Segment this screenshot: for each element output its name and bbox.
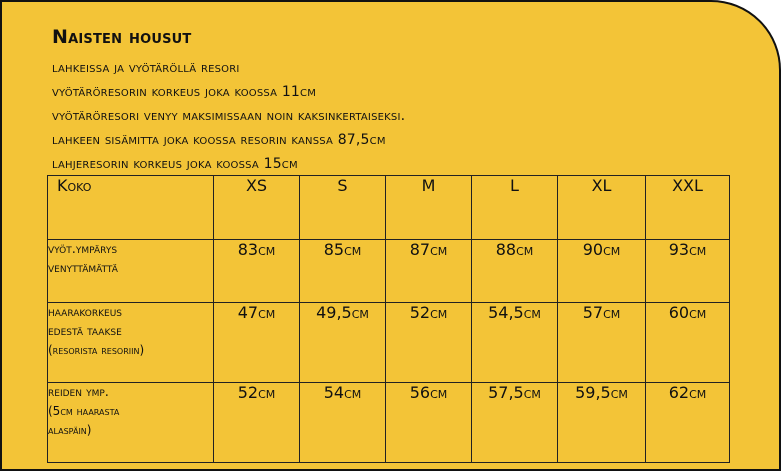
row-label-line: haarakorkeus — [48, 305, 123, 320]
table-cell: 54cm — [300, 383, 386, 463]
table-cell: 57,5cm — [472, 383, 558, 463]
table-cell: 60cm — [646, 303, 730, 383]
table-cell: 57cm — [558, 303, 646, 383]
table-row — [48, 303, 730, 383]
info-line: lahjeresorin korkeus joka koossa 15cm — [52, 156, 298, 172]
row-label-note: alaspäin) — [48, 423, 92, 437]
info-line: lahkeen sisämitta joka koossa resorin kanssa 87,5cm — [52, 132, 386, 148]
table-cell: 83cm — [214, 240, 300, 303]
row-label-note: (resorista resoriin) — [48, 343, 145, 357]
info-line: vyötäröresorin korkeus joka koossa 11cm — [52, 84, 317, 100]
size-header-m: M — [386, 176, 472, 240]
table-header-row — [48, 176, 730, 240]
row-label-waist — [48, 240, 214, 303]
row-label-rise — [48, 303, 214, 383]
table-cell: 87cm — [386, 240, 472, 303]
table-row — [48, 240, 730, 303]
table-cell: 52cm — [214, 383, 300, 463]
row-label-line: reiden ymp. — [48, 385, 109, 400]
size-header-xs: XS — [214, 176, 300, 240]
row-label-line: venyttämättä — [48, 261, 118, 276]
product-info-list — [52, 56, 405, 176]
table-cell: 49,5cm — [300, 303, 386, 383]
table-cell: 85cm — [300, 240, 386, 303]
table-row — [48, 383, 730, 463]
table-cell: 90cm — [558, 240, 646, 303]
row-label-line: edestä taakse — [48, 324, 122, 339]
size-header-s: S — [300, 176, 386, 240]
table-cell: 59,5cm — [558, 383, 646, 463]
size-header-xxl: XXL — [646, 176, 730, 240]
info-line: lahkeissa ja vyötäröllä resori — [52, 60, 240, 76]
row-label-thigh — [48, 383, 214, 463]
table-cell: 62cm — [646, 383, 730, 463]
table-cell: 54,5cm — [472, 303, 558, 383]
table-cell: 56cm — [386, 383, 472, 463]
table-cell: 52cm — [386, 303, 472, 383]
table-cell: 47cm — [214, 303, 300, 383]
row-label-note: (5cm haarasta — [48, 404, 120, 418]
info-line: vyötäröresori venyy maksimissaan noin kaksinkertaiseksi. — [52, 108, 406, 124]
table-cell: 88cm — [472, 240, 558, 303]
page-title: Naisten housut — [52, 26, 192, 48]
size-header-label: Koko — [48, 176, 214, 240]
size-header-l: L — [472, 176, 558, 240]
size-table — [47, 175, 730, 463]
size-header-xl: XL — [558, 176, 646, 240]
table-cell: 93cm — [646, 240, 730, 303]
row-label-line: vyöt.ympärys — [48, 242, 118, 257]
